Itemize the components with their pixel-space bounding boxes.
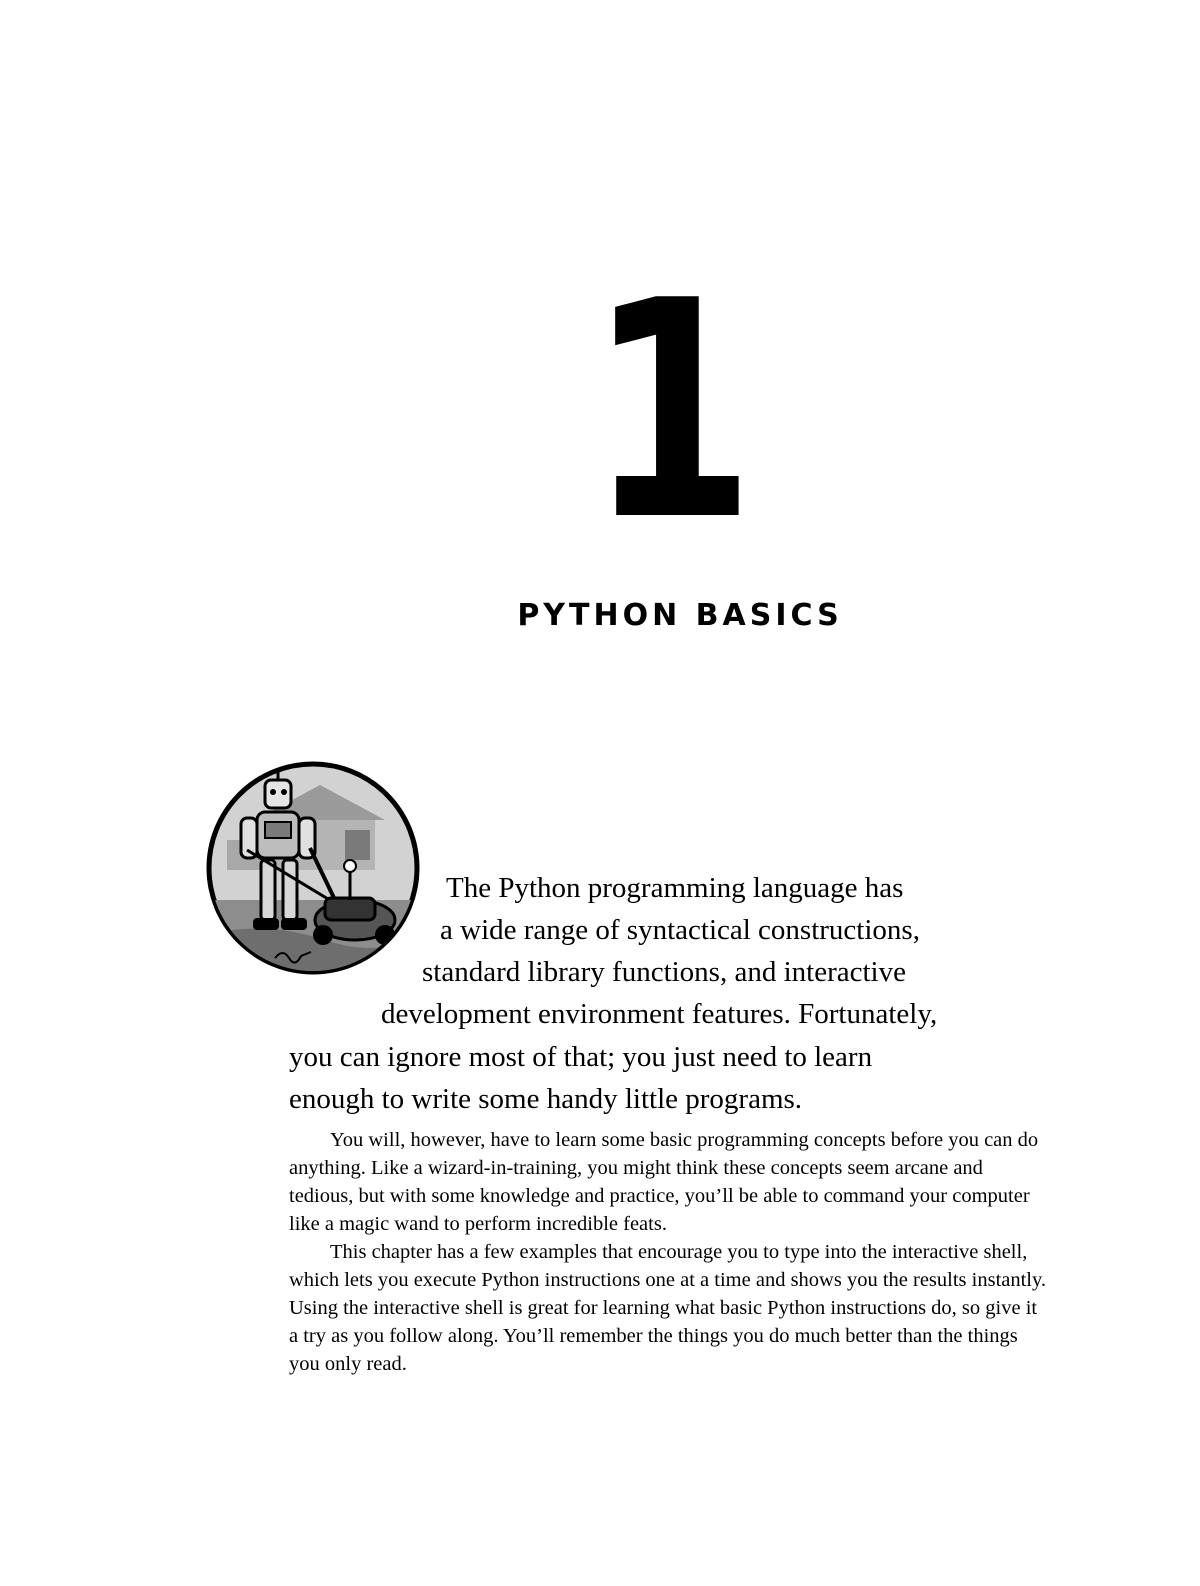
intro-line: you can ignore most of that; you just need to learn [289,1041,873,1073]
chapter-number: 1 [588,237,752,586]
body-text [289,1126,1049,1378]
intro-line: The Python programming language has [446,872,904,904]
intro-line: a wide range of syntactical constructions, [440,914,920,946]
robot-mowing-lawn-illustration [205,760,421,976]
intro-line: development environment features. Fortunately, [381,998,938,1030]
paragraph: This chapter has a few examples that encourage you to type into the interactive shell, which lets you execute Python instructions one at a time and shows you the results instantly. Using the interactive shell is great for learning what basic Python instructions do, so give it a try as you follow along. You’ll remember the things you do much better than the things you only read. [289,1241,1047,1375]
intro-line: enough to write some handy little programs. [289,1083,803,1115]
intro-line: standard library functions, and interactive [422,956,906,988]
chapter-title: PYTHON BASICS [517,598,843,633]
paragraph: You will, however, have to learn some basic programming concepts before you can do anything. Like a wizard-in-training, you might think these concepts seem arcane and tedious, but with some knowledge and practice, you’ll be able to command your computer like a magic wand to perform incredible feats. [289,1129,1039,1235]
